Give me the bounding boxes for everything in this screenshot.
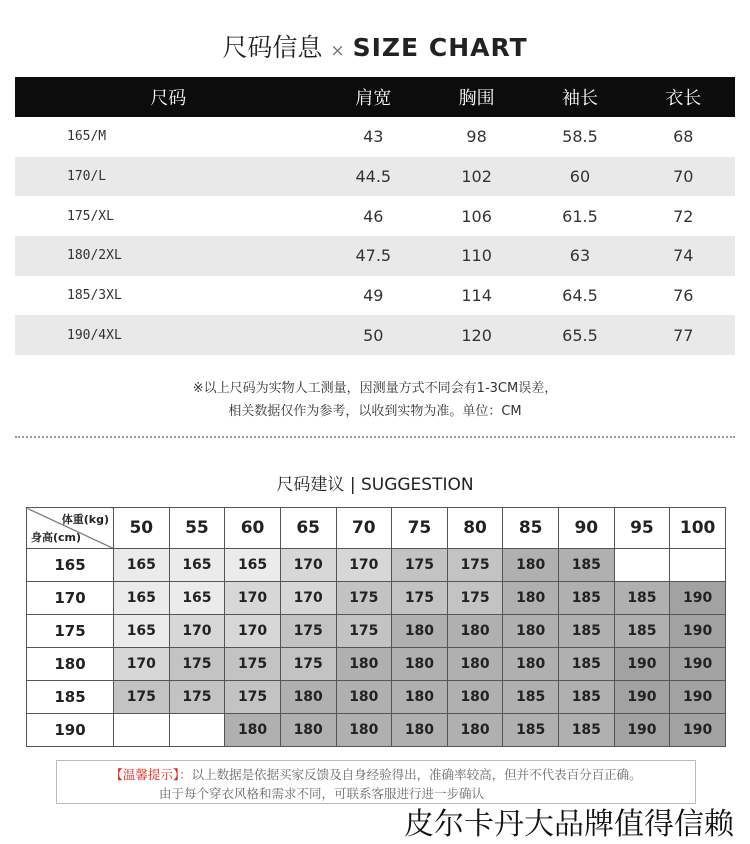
suggestion-cell: 185 xyxy=(614,615,670,648)
suggestion-cell: 190 xyxy=(670,714,726,747)
cell-size: 175/XL xyxy=(67,208,114,224)
cell-length: 77 xyxy=(632,315,735,355)
tips-line-2: 由于每个穿衣风格和需求不同，可联系客服进行进一步确认 xyxy=(159,786,485,801)
height-header: 175 xyxy=(27,615,114,648)
corner-height-label: 身高(cm) xyxy=(31,531,82,544)
corner-cell xyxy=(27,508,114,549)
cell-size: 170/L xyxy=(15,157,322,197)
suggestion-row xyxy=(27,582,726,615)
suggestion-cell: 185 xyxy=(503,714,559,747)
suggestion-cell: 190 xyxy=(670,582,726,615)
header-chest: 胸围 xyxy=(425,77,528,117)
weight-header: 65 xyxy=(280,508,336,549)
weight-header: 55 xyxy=(169,508,225,549)
suggestion-cell: 180 xyxy=(503,648,559,681)
suggestion-cell: 180 xyxy=(447,714,503,747)
suggestion-cell: 180 xyxy=(503,615,559,648)
suggestion-cell xyxy=(670,549,726,582)
suggestion-cell: 175 xyxy=(336,582,392,615)
suggestion-cell: 165 xyxy=(114,615,170,648)
height-header: 190 xyxy=(27,714,114,747)
suggestion-cell: 170 xyxy=(225,615,281,648)
table-row xyxy=(15,276,735,316)
cell-length: 72 xyxy=(673,206,694,226)
cell-sleeve: 61.5 xyxy=(562,206,598,226)
suggestion-cell: 185 xyxy=(559,648,615,681)
suggestion-cell: 185 xyxy=(559,681,615,714)
corner-weight-label: 体重(kg) xyxy=(61,513,109,526)
cell-shoulder: 46 xyxy=(363,206,384,226)
size-chart-header-row xyxy=(15,77,735,117)
cell-sleeve: 63 xyxy=(528,236,631,276)
measurement-note xyxy=(0,377,750,423)
suggestion-cell: 180 xyxy=(336,681,392,714)
suggestion-cell: 175 xyxy=(392,549,448,582)
note-line-1: ※以上尺码为实物人工测量，因测量方式不同会有1-3CM误差， xyxy=(192,381,558,396)
tips-line-1: ：以上数据是依据买家反馈及自身经验得出，准确率较高，但并不代表百分百正确。 xyxy=(179,767,642,782)
cell-size: 180/2XL xyxy=(15,236,322,276)
suggestion-row xyxy=(27,549,726,582)
suggestion-row xyxy=(27,714,726,747)
suggestion-cell: 180 xyxy=(280,714,336,747)
weight-header: 75 xyxy=(392,508,448,549)
cell-size: 185/3XL xyxy=(67,288,122,304)
suggestion-cell: 180 xyxy=(392,681,448,714)
suggestion-cell: 170 xyxy=(225,582,281,615)
cell-size: 165/M xyxy=(67,129,107,145)
suggestion-row xyxy=(27,681,726,714)
weight-header: 50 xyxy=(114,508,170,549)
suggestion-cell xyxy=(169,714,225,747)
suggestion-cell: 190 xyxy=(614,648,670,681)
suggestion-cell: 175 xyxy=(225,681,281,714)
suggestion-cell: 175 xyxy=(169,681,225,714)
suggestion-cell: 180 xyxy=(336,648,392,681)
suggestion-cell: 190 xyxy=(670,648,726,681)
suggestion-cell: 165 xyxy=(169,582,225,615)
tips-label: 【温馨提示】 xyxy=(110,767,180,782)
suggestion-cell: 175 xyxy=(447,582,503,615)
height-header: 170 xyxy=(27,582,114,615)
height-header: 185 xyxy=(27,681,114,714)
suggestion-cell: 175 xyxy=(280,615,336,648)
suggestion-cell: 180 xyxy=(336,714,392,747)
cell-length: 74 xyxy=(632,236,735,276)
table-row xyxy=(15,196,735,236)
dotted-divider xyxy=(15,436,735,438)
suggestion-cell: 175 xyxy=(169,648,225,681)
suggestion-cell: 190 xyxy=(670,615,726,648)
cell-chest: 120 xyxy=(425,315,528,355)
suggestion-cell: 175 xyxy=(447,549,503,582)
header-shoulder: 肩宽 xyxy=(322,77,425,117)
suggestion-cell: 180 xyxy=(225,714,281,747)
note-line-2: 相关数据仅作为参考，以收到实物为准。单位：CM xyxy=(228,404,522,419)
suggestion-cell: 185 xyxy=(614,582,670,615)
suggestion-title: 尺码建议 | SUGGESTION xyxy=(276,475,474,495)
table-row xyxy=(15,117,735,157)
suggestion-cell: 180 xyxy=(503,582,559,615)
cell-chest: 98 xyxy=(466,127,487,147)
title-separator: × xyxy=(330,41,345,61)
suggestion-cell: 185 xyxy=(559,714,615,747)
cell-chest: 106 xyxy=(461,206,492,226)
suggestion-cell xyxy=(614,549,670,582)
height-header: 180 xyxy=(27,648,114,681)
suggestion-cell: 165 xyxy=(225,549,281,582)
weight-header: 60 xyxy=(225,508,281,549)
cell-length: 76 xyxy=(673,286,694,306)
title-cn: 尺码信息 xyxy=(222,33,323,62)
cell-sleeve: 58.5 xyxy=(562,127,598,147)
suggestion-cell: 185 xyxy=(503,681,559,714)
cell-sleeve: 64.5 xyxy=(562,286,598,306)
suggestion-cell: 180 xyxy=(503,549,559,582)
suggestion-cell: 175 xyxy=(392,582,448,615)
brand-slogan: 皮尔卡丹大品牌值得信赖 xyxy=(400,806,738,844)
suggestion-row xyxy=(27,615,726,648)
size-suggestion-table xyxy=(26,507,726,747)
cell-shoulder: 47.5 xyxy=(322,236,425,276)
suggestion-cell: 190 xyxy=(614,714,670,747)
cell-shoulder: 50 xyxy=(322,315,425,355)
header-sleeve: 袖长 xyxy=(528,77,631,117)
suggestion-cell: 170 xyxy=(169,615,225,648)
table-row xyxy=(15,315,735,355)
suggestion-cell: 180 xyxy=(392,615,448,648)
suggestion-cell: 185 xyxy=(559,582,615,615)
suggestion-cell: 185 xyxy=(559,549,615,582)
cell-length: 70 xyxy=(632,157,735,197)
weight-header: 95 xyxy=(614,508,670,549)
title-en: SIZE CHART xyxy=(352,33,528,62)
suggestion-cell: 170 xyxy=(114,648,170,681)
suggestion-cell: 175 xyxy=(336,615,392,648)
suggestion-cell: 175 xyxy=(114,681,170,714)
suggestion-cell: 175 xyxy=(225,648,281,681)
cell-shoulder: 44.5 xyxy=(322,157,425,197)
height-header: 165 xyxy=(27,549,114,582)
header-length: 衣长 xyxy=(632,77,735,117)
suggestion-cell: 180 xyxy=(447,681,503,714)
suggestion-cell: 165 xyxy=(169,549,225,582)
cell-chest: 114 xyxy=(461,286,492,306)
cell-size: 190/4XL xyxy=(15,315,322,355)
suggestion-cell: 190 xyxy=(614,681,670,714)
suggestion-cell: 180 xyxy=(392,714,448,747)
suggestion-header-row xyxy=(27,508,726,549)
weight-header: 70 xyxy=(336,508,392,549)
suggestion-cell: 170 xyxy=(336,549,392,582)
suggestion-cell xyxy=(114,714,170,747)
cell-sleeve: 65.5 xyxy=(528,315,631,355)
suggestion-cell: 165 xyxy=(114,582,170,615)
cell-length: 68 xyxy=(673,127,694,147)
tips-box xyxy=(56,760,696,804)
table-row xyxy=(15,157,735,197)
suggestion-cell: 185 xyxy=(559,615,615,648)
cell-shoulder: 49 xyxy=(363,286,384,306)
weight-header: 80 xyxy=(447,508,503,549)
suggestion-cell: 190 xyxy=(670,681,726,714)
suggestion-row xyxy=(27,648,726,681)
suggestion-cell: 170 xyxy=(280,582,336,615)
suggestion-cell: 165 xyxy=(114,549,170,582)
weight-header: 90 xyxy=(559,508,615,549)
table-row xyxy=(15,236,735,276)
suggestion-cell: 175 xyxy=(280,648,336,681)
weight-header: 85 xyxy=(503,508,559,549)
weight-header: 100 xyxy=(670,508,726,549)
header-size: 尺码 xyxy=(15,77,322,117)
cell-chest: 110 xyxy=(425,236,528,276)
cell-shoulder: 43 xyxy=(363,127,384,147)
cell-sleeve: 60 xyxy=(528,157,631,197)
suggestion-cell: 180 xyxy=(280,681,336,714)
suggestion-cell: 180 xyxy=(447,648,503,681)
cell-chest: 102 xyxy=(425,157,528,197)
size-chart-table xyxy=(15,77,735,355)
size-chart-title xyxy=(0,28,750,64)
suggestion-cell: 180 xyxy=(447,615,503,648)
suggestion-cell: 170 xyxy=(280,549,336,582)
suggestion-cell: 180 xyxy=(392,648,448,681)
